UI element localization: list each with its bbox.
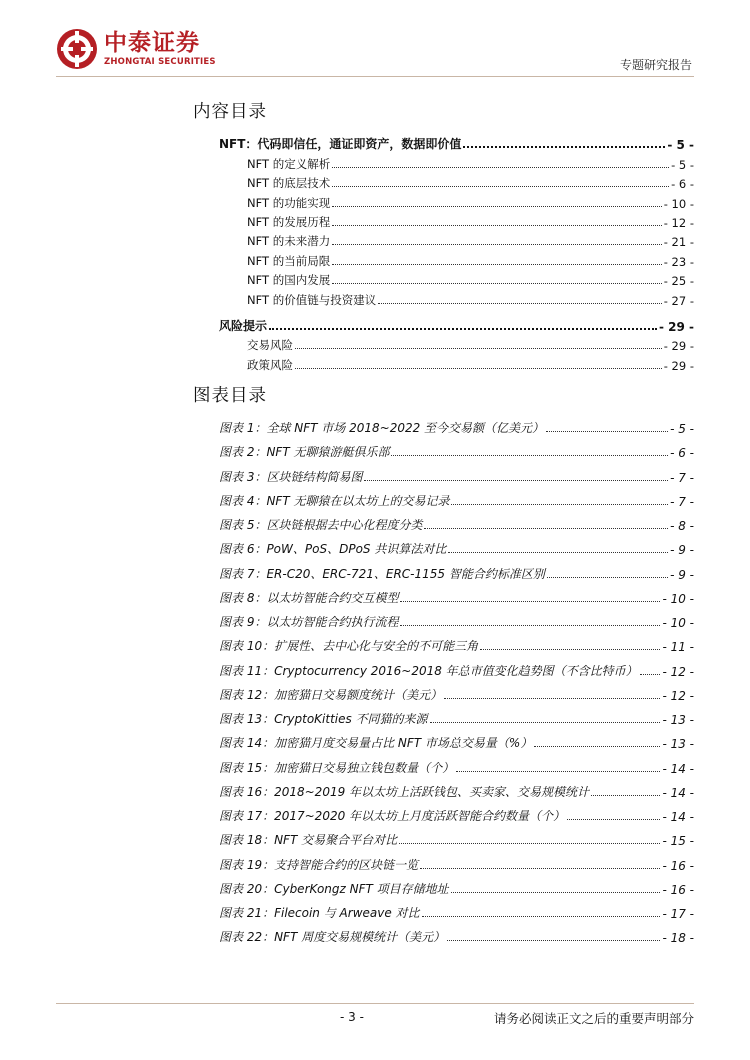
figure-entry-text: 图表 3：区块链结构简易图 (219, 469, 363, 484)
figure-entry[interactable] (219, 711, 694, 727)
figure-list-title: 图表目录 (193, 386, 267, 406)
toc-subsection-entry-page: - 5 - (671, 158, 694, 172)
toc-subsection-entry-page: - 6 - (671, 177, 694, 191)
toc-section-entry[interactable] (219, 318, 694, 334)
dot-leader (332, 186, 669, 187)
figure-entry-text: 图表 18：NFT 交易聚合平台对比 (219, 833, 398, 848)
dot-leader (456, 771, 660, 772)
figure-entry[interactable] (219, 808, 694, 824)
toc-subsection-entry[interactable] (247, 214, 694, 230)
figure-entry-text: 图表 5：区块链根据去中心化程度分类 (219, 518, 423, 532)
figure-entry-page: - 10 - (662, 616, 694, 630)
figure-entry[interactable] (219, 832, 694, 848)
figure-entry[interactable] (219, 517, 694, 533)
page-number: - 3 - (340, 1010, 364, 1024)
figure-entry[interactable] (219, 469, 694, 485)
toc-subsection-entry-page: - 29 - (663, 359, 694, 373)
figure-entry[interactable] (219, 760, 694, 776)
dot-leader (422, 916, 661, 917)
toc-subsection-entry[interactable] (247, 233, 694, 249)
figure-entry-page: - 12 - (662, 664, 694, 679)
toc-subsection-entry-text: NFT 的国内发展 (247, 273, 331, 287)
toc-section-entry-page: - 5 - (667, 138, 694, 152)
toc-subsection-entry-page: - 25 - (663, 274, 694, 288)
figure-entry-page: - 7 - (670, 470, 694, 485)
figure-entry[interactable] (219, 687, 694, 703)
toc-subsection-entry[interactable] (247, 337, 694, 353)
toc-subsection-entry-page: - 12 - (663, 216, 694, 230)
figure-entry[interactable] (219, 420, 694, 436)
toc-subsection-entry-text: NFT 的当前局限 (247, 254, 331, 268)
figure-entry-page: - 13 - (662, 713, 694, 727)
dot-leader (547, 577, 668, 578)
figure-entry-text: 图表 6：PoW、PoS、DPoS 共识算法对比 (219, 542, 447, 557)
dot-leader (332, 244, 662, 245)
dot-leader (640, 674, 661, 675)
toc-subsection-entry-text: NFT 的发展历程 (247, 215, 331, 229)
dot-leader (295, 368, 662, 369)
figure-entry-text: 图表 16：2018~2019 年以太坊上活跃钱包、买卖家、交易规模统计 (219, 784, 590, 799)
figure-entry-page: - 18 - (662, 931, 694, 946)
toc-section-entry-text: 风险提示 (219, 319, 268, 333)
figure-entry[interactable] (219, 444, 694, 460)
dot-leader (399, 843, 660, 844)
footer-disclaimer: 请务必阅读正文之后的重要声明部分 (493, 1011, 694, 1026)
toc-subsection-entry[interactable] (247, 272, 694, 288)
figure-entry-page: - 14 - (662, 785, 694, 800)
figure-entry[interactable] (219, 905, 694, 921)
toc-subsection-entry-text: 交易风险 (247, 338, 293, 352)
dot-leader (444, 698, 660, 699)
dot-leader (591, 795, 660, 796)
figure-entry[interactable] (219, 590, 694, 606)
dot-leader (400, 601, 660, 602)
dot-leader (295, 348, 662, 349)
toc-subsection-entry-text: NFT 的价值链与投资建议 (247, 293, 377, 307)
dot-leader (448, 552, 668, 553)
toc-subsection-entry-page: - 29 - (663, 339, 694, 353)
toc-subsection-entry[interactable] (247, 357, 694, 373)
figure-entry[interactable] (219, 881, 694, 897)
figure-entry-text: 图表 15：加密猫日交易独立钱包数量（个） (219, 760, 455, 775)
figure-entry-text: 图表 22：NFT 周度交易规模统计（美元） (219, 930, 446, 945)
figure-entry[interactable] (219, 857, 694, 873)
dot-leader (332, 225, 662, 226)
figure-entry-page: - 16 - (662, 858, 694, 873)
toc-subsection-entry[interactable] (247, 175, 694, 191)
toc-section-entry[interactable] (219, 136, 694, 152)
dot-leader (534, 746, 660, 747)
toc-subsection-entry-page: - 23 - (663, 255, 694, 269)
figure-entry[interactable] (219, 735, 694, 751)
dot-leader (332, 167, 669, 168)
figure-entry-text: 图表 17：2017~2020 年以太坊上月度活跃智能合约数量（个） (219, 809, 566, 823)
dot-leader (480, 649, 660, 650)
figure-entry-text: 图表 21：Filecoin 与 Arweave 对比 (219, 906, 420, 920)
figure-entry[interactable] (219, 493, 694, 509)
figure-entry-text: 图表 7：ER-C20、ERC-721、ERC-1155 智能合约标准区别 (219, 566, 545, 581)
figure-entry-page: - 8 - (670, 519, 694, 533)
figure-entry[interactable] (219, 614, 694, 630)
header-divider (56, 76, 694, 77)
toc-subsection-entry-page: - 27 - (663, 294, 694, 308)
toc-title: 内容目录 (193, 102, 267, 122)
dot-leader (269, 328, 657, 330)
dot-leader (546, 431, 668, 432)
figure-entry-page: - 16 - (662, 882, 694, 897)
figure-entry-page: - 9 - (670, 543, 694, 558)
toc-subsection-entry-page: - 10 - (663, 197, 694, 211)
figure-entry-text: 图表 20：CyberKongz NFT 项目存储地址 (219, 881, 449, 896)
figure-entry-page: - 14 - (662, 810, 694, 824)
figure-entry-page: - 17 - (662, 907, 694, 921)
dot-leader (463, 146, 665, 148)
brand-logo (56, 28, 216, 70)
dot-leader (391, 455, 668, 456)
dot-leader (447, 940, 660, 941)
report-type: 专题研究报告 (619, 58, 692, 72)
brand-name-cn: 中泰证券 (104, 29, 200, 56)
brand-name-en: ZHONGTAI SECURITIES (104, 56, 216, 67)
figure-entry[interactable] (219, 929, 694, 945)
dot-leader (332, 264, 662, 265)
figure-entry-text: 图表 4：NFT 无聊猿在以太坊上的交易记录 (219, 493, 450, 508)
toc-subsection-entry-text: NFT 的未来潜力 (247, 234, 331, 248)
dot-leader (451, 504, 668, 505)
toc-section-entry-page: - 29 - (658, 320, 694, 334)
figure-entry-text: 图表 19：支持智能合约的区块链一览 (219, 857, 419, 872)
toc-subsection-entry[interactable] (247, 156, 694, 172)
dot-leader (332, 206, 662, 207)
figure-entry-page: - 12 - (662, 688, 694, 703)
figure-entry-page: - 5 - (670, 422, 694, 436)
zhongtai-logo-icon (56, 28, 98, 70)
figure-entry[interactable] (219, 663, 694, 679)
figure-entry-text: 图表 10：扩展性、去中心化与安全的不可能三角 (219, 639, 479, 654)
dot-leader (378, 303, 662, 304)
figure-entry-page: - 14 - (662, 761, 694, 776)
toc-section-entry-text: NFT：代码即信任，通证即资产，数据即价值 (219, 137, 462, 151)
footer-divider (56, 1003, 694, 1004)
figure-entry-page: - 13 - (662, 737, 694, 752)
toc-subsection-entry-text: 政策风险 (247, 358, 293, 372)
figure-entry[interactable] (219, 784, 694, 800)
toc-subsection-entry-text: NFT 的底层技术 (247, 176, 331, 190)
dot-leader (332, 283, 662, 284)
figure-entry-page: - 15 - (662, 834, 694, 849)
toc-subsection-entry[interactable] (247, 292, 694, 308)
toc-subsection-entry[interactable] (247, 253, 694, 269)
dot-leader (420, 868, 660, 869)
dot-leader (567, 819, 660, 820)
figure-entry[interactable] (219, 566, 694, 582)
page-header (0, 0, 750, 78)
figure-entry[interactable] (219, 638, 694, 654)
figure-entry[interactable] (219, 541, 694, 557)
figure-entry-text: 图表 12：加密猫日交易额度统计（美元） (219, 687, 443, 702)
figure-entry-page: - 10 - (662, 591, 694, 606)
figure-entry-page: - 7 - (670, 494, 694, 509)
figure-entry-text: 图表 11：Cryptocurrency 2016~2018 年总市值变化趋势图（不含比特币） (219, 663, 638, 678)
figure-entry-page: - 9 - (670, 567, 694, 582)
dot-leader (451, 892, 661, 893)
figure-entry-text: 图表 14：加密猫月度交易量占比 NFT 市场总交易量（%） (219, 736, 533, 751)
figure-entry-page: - 6 - (670, 446, 694, 461)
figure-entry-page: - 11 - (662, 640, 694, 655)
dot-leader (400, 625, 660, 626)
toc-subsection-entry-text: NFT 的功能实现 (247, 196, 331, 210)
toc-subsection-entry-text: NFT 的定义解析 (247, 157, 331, 171)
figure-entry-text: 图表 9：以太坊智能合约执行流程 (219, 615, 399, 629)
dot-leader (424, 528, 668, 529)
figure-entry-text: 图表 8：以太坊智能合约交互模型 (219, 590, 399, 605)
toc-subsection-entry-page: - 21 - (663, 235, 694, 249)
figure-entry-text: 图表 2：NFT 无聊猿游艇俱乐部 (219, 445, 390, 460)
figure-entry-text: 图表 13：CryptoKitties 不同猫的来源 (219, 712, 428, 726)
dot-leader (364, 480, 668, 481)
figure-entry-text: 图表 1：全球 NFT 市场 2018~2022 至今交易额（亿美元） (219, 421, 545, 435)
toc-subsection-entry[interactable] (247, 195, 694, 211)
dot-leader (430, 722, 661, 723)
